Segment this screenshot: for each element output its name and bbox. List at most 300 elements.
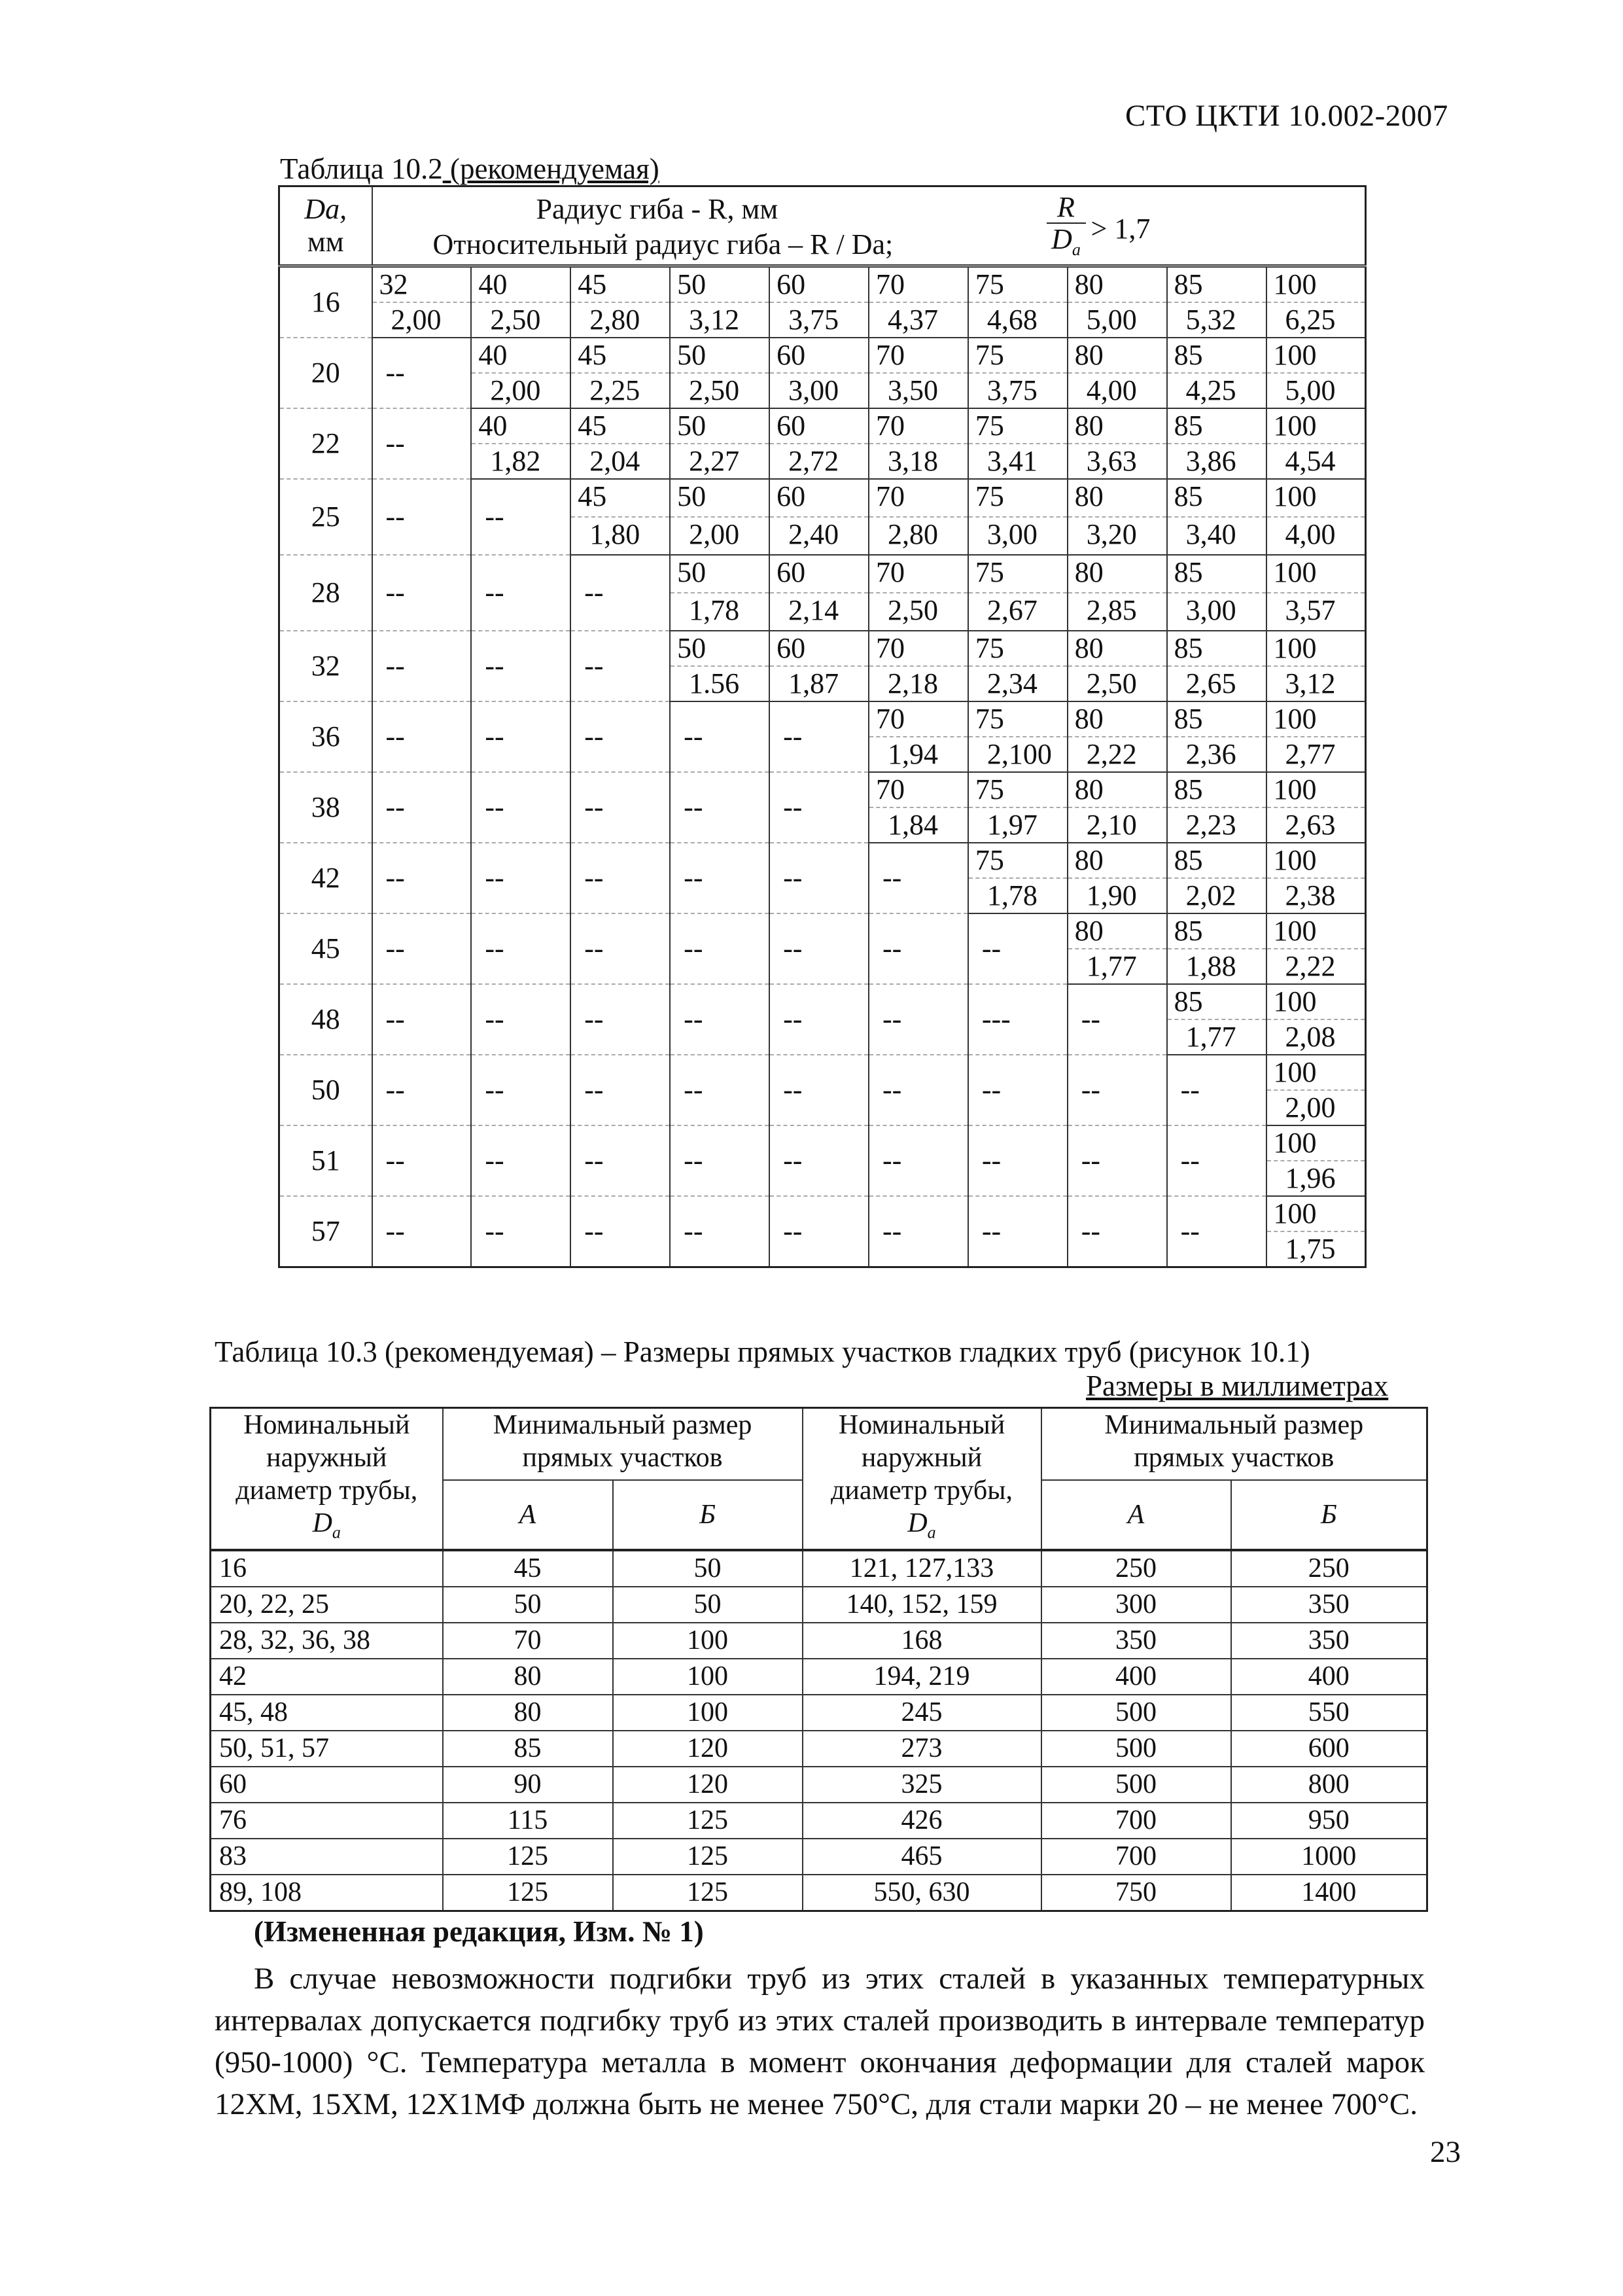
- size-b-cell: 100: [613, 1659, 803, 1695]
- ratio-value: 2,80: [570, 302, 670, 338]
- table-row: [279, 408, 1366, 444]
- table-row: [211, 1695, 1427, 1731]
- ratio-value: 1,82: [471, 444, 570, 479]
- da-cell: 28: [279, 555, 372, 631]
- table-10-3-units: Размеры в миллиметрах: [1086, 1369, 1389, 1402]
- radius-value: 70: [869, 701, 968, 737]
- radius-value: 40: [471, 266, 570, 303]
- size-b-cell: 800: [1231, 1767, 1427, 1803]
- ratio-value: 2,02: [1167, 878, 1266, 913]
- radius-value: 70: [869, 338, 968, 373]
- radius-value: 80: [1068, 555, 1167, 593]
- ratio-value: 1,84: [869, 807, 968, 843]
- size-a-cell: 750: [1041, 1875, 1231, 1911]
- ratio-value: 1,77: [1068, 949, 1167, 984]
- ratio-value: 3,75: [968, 373, 1068, 408]
- radius-value: 50: [670, 555, 769, 593]
- ratio-value: 2,08: [1266, 1019, 1366, 1055]
- size-a-cell: 45: [443, 1550, 613, 1587]
- empty-cell: --: [570, 555, 670, 631]
- empty-cell: --: [471, 701, 570, 772]
- ratio-value: 2,72: [769, 444, 869, 479]
- diameter-cell: 89, 108: [211, 1875, 443, 1911]
- size-b-cell: 400: [1231, 1659, 1427, 1695]
- ratio-value: 1,75: [1266, 1231, 1366, 1267]
- size-a-cell: 500: [1041, 1731, 1231, 1767]
- ratio-value: 2,04: [570, 444, 670, 479]
- size-a-cell: 500: [1041, 1767, 1231, 1803]
- size-a-cell: 400: [1041, 1659, 1231, 1695]
- radius-value: 85: [1167, 984, 1266, 1019]
- radius-value: 45: [570, 338, 670, 373]
- radius-value: 80: [1068, 479, 1167, 517]
- radius-value: 75: [968, 772, 1068, 807]
- size-b-cell: 1000: [1231, 1839, 1427, 1875]
- radius-value: 75: [968, 338, 1068, 373]
- size-b-cell: 550: [1231, 1695, 1427, 1731]
- radius-value: 45: [570, 479, 670, 517]
- ratio-value: 6,25: [1266, 302, 1366, 338]
- empty-cell: --: [1068, 984, 1167, 1055]
- ratio-value: 3,00: [968, 517, 1068, 555]
- radius-value: 32: [372, 266, 472, 303]
- radius-value: 45: [570, 408, 670, 444]
- empty-cell: --: [968, 1125, 1068, 1196]
- table-row: [279, 772, 1366, 807]
- radius-value: 70: [869, 479, 968, 517]
- ratio-numerator: R: [1057, 191, 1075, 223]
- empty-cell: --: [570, 1196, 670, 1267]
- radius-value: 85: [1167, 338, 1266, 373]
- diameter-cell: 45, 48: [211, 1695, 443, 1731]
- diameter-cell: 83: [211, 1839, 443, 1875]
- empty-cell: --: [769, 772, 869, 843]
- table-row: [279, 555, 1366, 593]
- radius-value: 50: [670, 266, 769, 303]
- radius-value: 80: [1068, 266, 1167, 303]
- radius-value: 100: [1266, 338, 1366, 373]
- page-number: 23: [1430, 2135, 1461, 2169]
- diameter-cell: 16: [211, 1550, 443, 1587]
- size-a-cell: 80: [443, 1659, 613, 1695]
- size-b-cell: 250: [1231, 1550, 1427, 1587]
- empty-cell: --: [769, 843, 869, 913]
- radius-value: 50: [670, 631, 769, 666]
- ratio-value: 2,50: [471, 302, 570, 338]
- bend-radius-header-cell: [372, 186, 1366, 266]
- col-b-header-right: Б: [1231, 1480, 1427, 1550]
- ratio-value: 1,97: [968, 807, 1068, 843]
- empty-cell: --: [471, 479, 570, 555]
- radius-value: 80: [1068, 843, 1167, 878]
- size-b-cell: 1400: [1231, 1875, 1427, 1911]
- ratio-value: 2,77: [1266, 737, 1366, 772]
- diameter-cell: 550, 630: [803, 1875, 1041, 1911]
- empty-cell: --: [869, 1055, 968, 1125]
- radius-value: 100: [1266, 1125, 1366, 1161]
- radius-value: 85: [1167, 479, 1266, 517]
- empty-cell: --: [769, 984, 869, 1055]
- ratio-value: 3,12: [670, 302, 769, 338]
- size-b-cell: 100: [613, 1695, 803, 1731]
- radius-value: 60: [769, 338, 869, 373]
- empty-cell: --: [1068, 1196, 1167, 1267]
- da-cell: 16: [279, 266, 372, 338]
- diameter-cell: 50, 51, 57: [211, 1731, 443, 1767]
- ratio-value: 2,50: [670, 373, 769, 408]
- ratio-value: 2,63: [1266, 807, 1366, 843]
- empty-cell: --: [570, 984, 670, 1055]
- radius-value: 85: [1167, 843, 1266, 878]
- table-row: [279, 1125, 1366, 1161]
- radius-value: 60: [769, 266, 869, 303]
- empty-cell: --: [670, 843, 769, 913]
- empty-cell: --: [869, 843, 968, 913]
- ratio-value: 1,77: [1167, 1019, 1266, 1055]
- radius-value: 100: [1266, 913, 1366, 949]
- empty-cell: --: [372, 338, 472, 408]
- empty-cell: ---: [968, 984, 1068, 1055]
- radius-value: 80: [1068, 772, 1167, 807]
- radius-value: 70: [869, 408, 968, 444]
- diameter-cell: 121, 127,133: [803, 1550, 1041, 1587]
- ratio-value: 1,88: [1167, 949, 1266, 984]
- da-cell: 45: [279, 913, 372, 984]
- radius-value: 85: [1167, 913, 1266, 949]
- ratio-value: 2,100: [968, 737, 1068, 772]
- table-row: [279, 266, 1366, 303]
- empty-cell: --: [1167, 1055, 1266, 1125]
- radius-value: 75: [968, 408, 1068, 444]
- empty-cell: --: [670, 984, 769, 1055]
- size-a-cell: 700: [1041, 1839, 1231, 1875]
- empty-cell: --: [372, 843, 472, 913]
- ratio-value: 2,18: [869, 666, 968, 701]
- empty-cell: --: [670, 772, 769, 843]
- radius-value: 85: [1167, 631, 1266, 666]
- table-row: [279, 479, 1366, 517]
- empty-cell: --: [769, 701, 869, 772]
- ratio-value: 2,00: [670, 517, 769, 555]
- straight-section-table-body: [211, 1550, 1427, 1911]
- empty-cell: --: [471, 1196, 570, 1267]
- empty-cell: --: [471, 1125, 570, 1196]
- da-cell: 20: [279, 338, 372, 408]
- table-row: [279, 913, 1366, 949]
- ratio-value: 5,00: [1068, 302, 1167, 338]
- da-cell: 50: [279, 1055, 372, 1125]
- radius-value: 100: [1266, 1055, 1366, 1090]
- ratio-value: 3,86: [1167, 444, 1266, 479]
- empty-cell: --: [869, 984, 968, 1055]
- radius-value: 75: [968, 631, 1068, 666]
- size-a-cell: 90: [443, 1767, 613, 1803]
- diameter-cell: 465: [803, 1839, 1041, 1875]
- ratio-value: 4,54: [1266, 444, 1366, 479]
- da-header-cell: [279, 186, 372, 266]
- ratio-value: 2,25: [570, 373, 670, 408]
- ratio-value: 2,00: [471, 373, 570, 408]
- table-row: [211, 1550, 1427, 1587]
- da-cell: 22: [279, 408, 372, 479]
- ratio-value: 1,94: [869, 737, 968, 772]
- ratio-value: 1,80: [570, 517, 670, 555]
- radius-value: 75: [968, 843, 1068, 878]
- radius-value: 100: [1266, 631, 1366, 666]
- ratio-value: 5,32: [1167, 302, 1266, 338]
- radius-value: 75: [968, 701, 1068, 737]
- diameter-cell: 273: [803, 1731, 1041, 1767]
- size-a-cell: 80: [443, 1695, 613, 1731]
- da-header-unit: мм: [307, 226, 344, 258]
- ratio-value: 1,87: [769, 666, 869, 701]
- ratio-value: 1,78: [968, 878, 1068, 913]
- ratio-value: 2,36: [1167, 737, 1266, 772]
- table-10-2-caption-suffix: (рекомендуемая): [442, 152, 659, 185]
- empty-cell: --: [570, 631, 670, 701]
- empty-cell: --: [471, 984, 570, 1055]
- table-row: [279, 843, 1366, 878]
- ratio-value: 3,18: [869, 444, 968, 479]
- da-cell: 48: [279, 984, 372, 1055]
- radius-value: 100: [1266, 772, 1366, 807]
- ratio-value: 2,67: [968, 593, 1068, 631]
- empty-cell: --: [769, 1055, 869, 1125]
- radius-value: 75: [968, 555, 1068, 593]
- empty-cell: --: [769, 913, 869, 984]
- radius-value: 70: [869, 266, 968, 303]
- empty-cell: --: [968, 1196, 1068, 1267]
- bend-radius-table: [278, 185, 1367, 1268]
- empty-cell: --: [471, 843, 570, 913]
- ratio-value: 2,22: [1266, 949, 1366, 984]
- table-10-2-caption: [280, 152, 659, 186]
- empty-cell: --: [670, 1055, 769, 1125]
- da-cell: 25: [279, 479, 372, 555]
- empty-cell: --: [471, 631, 570, 701]
- radius-value: 50: [670, 338, 769, 373]
- ratio-value: 3,50: [869, 373, 968, 408]
- radius-value: 75: [968, 266, 1068, 303]
- table-row: [211, 1875, 1427, 1911]
- diameter-cell: 76: [211, 1803, 443, 1839]
- body-paragraph: В случае невозможности подгибки труб из этих сталей в указанных температурных интервалах допускается подгибку труб из этих сталей производить в интервале температур (950-1000) °С. Температура металла в момент окончания деформации для сталей марок 12ХМ, 15ХМ, 12Х1МФ должна быть не менее 750°С, для стали марки 20 – не менее 700°С.: [215, 1962, 1425, 2121]
- diameter-cell: 194, 219: [803, 1659, 1041, 1695]
- radius-value: 85: [1167, 408, 1266, 444]
- da-cell: 57: [279, 1196, 372, 1267]
- radius-value: 100: [1266, 701, 1366, 737]
- table-row: [279, 1196, 1366, 1231]
- radius-value: 80: [1068, 338, 1167, 373]
- size-a-cell: 125: [443, 1839, 613, 1875]
- table-row: [279, 338, 1366, 373]
- ratio-value: 5,00: [1266, 373, 1366, 408]
- diameter-cell: 60: [211, 1767, 443, 1803]
- ratio-value: 4,37: [869, 302, 968, 338]
- col-a-header-left: А: [443, 1480, 613, 1550]
- diameter-cell: 20, 22, 25: [211, 1587, 443, 1623]
- size-b-cell: 50: [613, 1587, 803, 1623]
- empty-cell: --: [968, 913, 1068, 984]
- diameter-header-right: Номинальный наружный диаметр трубы, $D_a$: [803, 1408, 1041, 1551]
- radius-value: 50: [670, 408, 769, 444]
- empty-cell: --: [471, 772, 570, 843]
- size-b-cell: 120: [613, 1731, 803, 1767]
- ratio-value: 4,68: [968, 302, 1068, 338]
- radius-value: 85: [1167, 555, 1266, 593]
- empty-cell: --: [1068, 1055, 1167, 1125]
- da-cell: 38: [279, 772, 372, 843]
- size-b-cell: 350: [1231, 1623, 1427, 1659]
- empty-cell: --: [372, 479, 472, 555]
- radius-value: 100: [1266, 1196, 1366, 1231]
- bend-radius-table-body: [279, 266, 1366, 1267]
- empty-cell: --: [869, 1196, 968, 1267]
- radius-value: 100: [1266, 984, 1366, 1019]
- ratio-value: 2,40: [769, 517, 869, 555]
- empty-cell: --: [1167, 1196, 1266, 1267]
- empty-cell: --: [869, 913, 968, 984]
- ratio-value: 2,00: [1266, 1090, 1366, 1125]
- table-row: [211, 1839, 1427, 1875]
- empty-cell: --: [968, 1055, 1068, 1125]
- empty-cell: --: [372, 1196, 472, 1267]
- empty-cell: --: [372, 408, 472, 479]
- size-a-cell: 350: [1041, 1623, 1231, 1659]
- radius-value: 60: [769, 555, 869, 593]
- radius-value: 80: [1068, 913, 1167, 949]
- size-a-cell: 700: [1041, 1803, 1231, 1839]
- da-cell: 36: [279, 701, 372, 772]
- empty-cell: --: [670, 701, 769, 772]
- size-a-cell: 70: [443, 1623, 613, 1659]
- empty-cell: --: [372, 701, 472, 772]
- empty-cell: --: [372, 984, 472, 1055]
- radius-value: 70: [869, 631, 968, 666]
- size-b-cell: 350: [1231, 1587, 1427, 1623]
- radius-value: 85: [1167, 266, 1266, 303]
- table-10-3-caption: Таблица 10.3 (рекомендуемая) – Размеры прямых участков гладких труб (рисунок 10.1): [215, 1335, 1310, 1368]
- col-b-header-left: Б: [613, 1480, 803, 1550]
- ratio-value: 2,34: [968, 666, 1068, 701]
- ratio-value: 3,40: [1167, 517, 1266, 555]
- size-a-cell: 85: [443, 1731, 613, 1767]
- radius-value: 60: [769, 408, 869, 444]
- ratio-value: 4,00: [1266, 517, 1366, 555]
- size-a-cell: 125: [443, 1875, 613, 1911]
- table-row: [211, 1659, 1427, 1695]
- empty-cell: --: [570, 1125, 670, 1196]
- empty-cell: --: [570, 913, 670, 984]
- table-row: [211, 1767, 1427, 1803]
- size-b-cell: 120: [613, 1767, 803, 1803]
- table-10-2-caption-title: Таблица 10.2: [280, 152, 443, 185]
- empty-cell: --: [769, 1125, 869, 1196]
- diameter-cell: 245: [803, 1695, 1041, 1731]
- empty-cell: --: [570, 701, 670, 772]
- radius-value: 100: [1266, 408, 1366, 444]
- size-a-cell: 500: [1041, 1695, 1231, 1731]
- ratio-value: 4,25: [1167, 373, 1266, 408]
- radius-value: 60: [769, 479, 869, 517]
- da-cell: 51: [279, 1125, 372, 1196]
- empty-cell: --: [1167, 1125, 1266, 1196]
- empty-cell: --: [670, 1196, 769, 1267]
- empty-cell: --: [1068, 1125, 1167, 1196]
- empty-cell: --: [670, 913, 769, 984]
- ratio-value: 3,57: [1266, 593, 1366, 631]
- empty-cell: --: [769, 1196, 869, 1267]
- ratio-value: 2,38: [1266, 878, 1366, 913]
- ratio-value: 2,80: [869, 517, 968, 555]
- da-cell: 42: [279, 843, 372, 913]
- size-b-cell: 125: [613, 1803, 803, 1839]
- empty-cell: --: [372, 631, 472, 701]
- table-row: [279, 1055, 1366, 1090]
- empty-cell: --: [372, 1055, 472, 1125]
- empty-cell: --: [471, 555, 570, 631]
- ratio-value: 2,65: [1167, 666, 1266, 701]
- table-row: [211, 1731, 1427, 1767]
- radius-value: 40: [471, 338, 570, 373]
- radius-value: 85: [1167, 701, 1266, 737]
- empty-cell: --: [570, 843, 670, 913]
- diameter-cell: 28, 32, 36, 38: [211, 1623, 443, 1659]
- size-a-cell: 115: [443, 1803, 613, 1839]
- bend-radius-header-line1: Радиус гиба - R, мм: [536, 193, 778, 225]
- size-b-cell: 50: [613, 1550, 803, 1587]
- table-row: [279, 631, 1366, 666]
- empty-cell: --: [372, 913, 472, 984]
- radius-value: 70: [869, 555, 968, 593]
- radius-value: 50: [670, 479, 769, 517]
- ratio-value: 2,27: [670, 444, 769, 479]
- ratio-value: 3,63: [1068, 444, 1167, 479]
- empty-cell: --: [670, 1125, 769, 1196]
- radius-value: 100: [1266, 479, 1366, 517]
- radius-value: 75: [968, 479, 1068, 517]
- ratio-value: 2,14: [769, 593, 869, 631]
- radius-value: 45: [570, 266, 670, 303]
- empty-cell: --: [570, 772, 670, 843]
- radius-value: 80: [1068, 408, 1167, 444]
- table-row: [211, 1803, 1427, 1839]
- table-row: [279, 302, 1366, 338]
- size-a-cell: 50: [443, 1587, 613, 1623]
- radius-value: 80: [1068, 701, 1167, 737]
- table-row: [211, 1587, 1427, 1623]
- ratio-condition: > 1,7: [1091, 213, 1151, 245]
- empty-cell: --: [471, 1055, 570, 1125]
- document-code: СТО ЦКТИ 10.002-2007: [1125, 99, 1448, 133]
- ratio-value: 2,10: [1068, 807, 1167, 843]
- size-b-cell: 600: [1231, 1731, 1427, 1767]
- ratio-value: 1,90: [1068, 878, 1167, 913]
- table-row: [279, 701, 1366, 737]
- ratio-value: 3,75: [769, 302, 869, 338]
- size-a-cell: 300: [1041, 1587, 1231, 1623]
- straight-section-table: [209, 1407, 1428, 1912]
- table-row: [279, 984, 1366, 1019]
- ratio-value: 3,12: [1266, 666, 1366, 701]
- da-header-symbol: Da,: [304, 193, 347, 225]
- min-size-header-right: Минимальный размер прямых участков: [1041, 1408, 1427, 1481]
- radius-value: 80: [1068, 631, 1167, 666]
- empty-cell: --: [372, 1125, 472, 1196]
- ratio-value: 1,78: [670, 593, 769, 631]
- ratio-value: 3,41: [968, 444, 1068, 479]
- ratio-value: 4,00: [1068, 373, 1167, 408]
